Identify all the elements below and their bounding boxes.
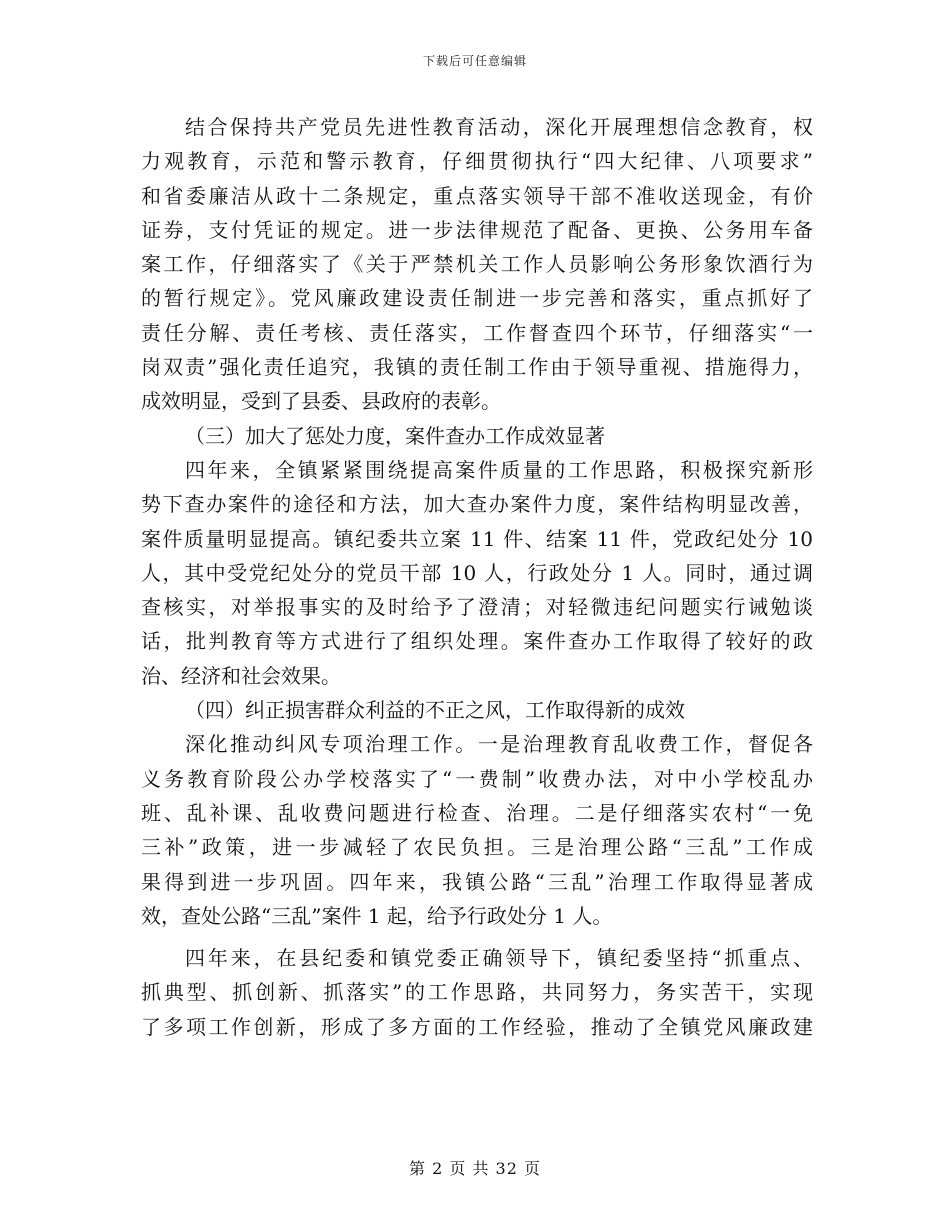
- paragraph-line: 人，其中受党纪处分的党员干部 10 人，行政处分 1 人。同时，通过调: [141, 560, 813, 585]
- page-number-footer: 第 2 页 共 32 页: [409, 1159, 541, 1178]
- paragraph-correcting-malpractice: [141, 727, 813, 933]
- section-heading-4: （四）纠正损害群众利益的不正之风，工作取得新的成效: [185, 698, 685, 723]
- paragraph-line: 治、经济和社会效果。: [141, 663, 341, 688]
- paragraph-line: 班、乱补课、乱收费问题进行检查、治理。二是仔细落实农村“一免: [141, 800, 813, 825]
- paragraph-line: 责任分解、责任考核、责任落实，工作督查四个环节，仔细落实“一: [141, 320, 813, 345]
- paragraph-line: 义务教育阶段公办学校落实了“一费制”收费办法，对中小学校乱办: [141, 766, 813, 791]
- paragraph-line: 四年来，在县纪委和镇党委正确领导下，镇纪委坚持“抓重点、: [185, 946, 813, 971]
- paragraph-case-handling: [141, 453, 813, 693]
- paragraph-line: 案件质量明显提高。镇纪委共立案 11 件、结案 11 件，党政纪处分 10: [141, 526, 813, 551]
- paragraph-line: 证券，支付凭证的规定。进一步法律规范了配备、更换、公务用车备: [141, 217, 813, 242]
- paragraph-line: 效，查处公路“三乱”案件 1 起，给予行政处分 1 人。: [141, 903, 613, 928]
- paragraph-line: 案工作，仔细落实了《关于严禁机关工作人员影响公务形象饮酒行为: [141, 252, 813, 277]
- paragraph-line: 势下查办案件的途径和方法，加大查办案件力度，案件结构明显改善，: [141, 492, 813, 517]
- page-header-note: 下载后可任意编辑: [422, 54, 527, 68]
- paragraph-discipline-education: [141, 110, 813, 419]
- paragraph-line: 的暂行规定》。党风廉政建设责任制进一步完善和落实，重点抓好了: [141, 286, 813, 311]
- paragraph-line: 四年来，全镇紧紧围绕提高案件质量的工作思路，积极探究新形: [185, 457, 813, 482]
- section-heading-3: （三）加大了惩处力度，案件查办工作成效显著: [185, 423, 605, 448]
- paragraph-spacer: [141, 933, 813, 941]
- paragraph-line: 结合保持共产党员先进性教育活动，深化开展理想信念教育，权: [185, 115, 813, 139]
- paragraph-summary: [141, 941, 813, 1044]
- document-body: [141, 110, 813, 1044]
- paragraph-line: 三补”政策，进一步减轻了农民负担。三是治理公路“三乱”工作成: [141, 835, 813, 860]
- paragraph-line: 查核实，对举报事实的及时给予了澄清；对轻微违纪问题实行诫勉谈: [141, 595, 813, 620]
- paragraph-line: 力观教育，示范和警示教育，仔细贯彻执行“四大纪律、八项要求”: [141, 149, 813, 174]
- paragraph-line: 果得到进一步巩固。四年来，我镇公路“三乱”治理工作取得显著成: [141, 869, 813, 894]
- paragraph-line: 抓典型、抓创新、抓落实”的工作思路，共同努力，务实苦干，实现: [141, 980, 813, 1005]
- paragraph-line: 岗双责”强化责任追究，我镇的责任制工作由于领导重视、措施得力，: [141, 355, 813, 380]
- paragraph-line: 成效明显，受到了县委、县政府的表彰。: [141, 389, 501, 414]
- paragraph-line: 和省委廉洁从政十二条规定，重点落实领导干部不准收送现金，有价: [141, 183, 813, 208]
- paragraph-line: 话，批判教育等方式进行了组织处理。案件查办工作取得了较好的政: [141, 629, 813, 654]
- paragraph-line: 深化推动纠风专项治理工作。一是治理教育乱收费工作，督促各: [185, 732, 813, 757]
- paragraph-line: 了多项工作创新，形成了多方面的工作经验，推动了全镇党风廉政建: [141, 1014, 813, 1039]
